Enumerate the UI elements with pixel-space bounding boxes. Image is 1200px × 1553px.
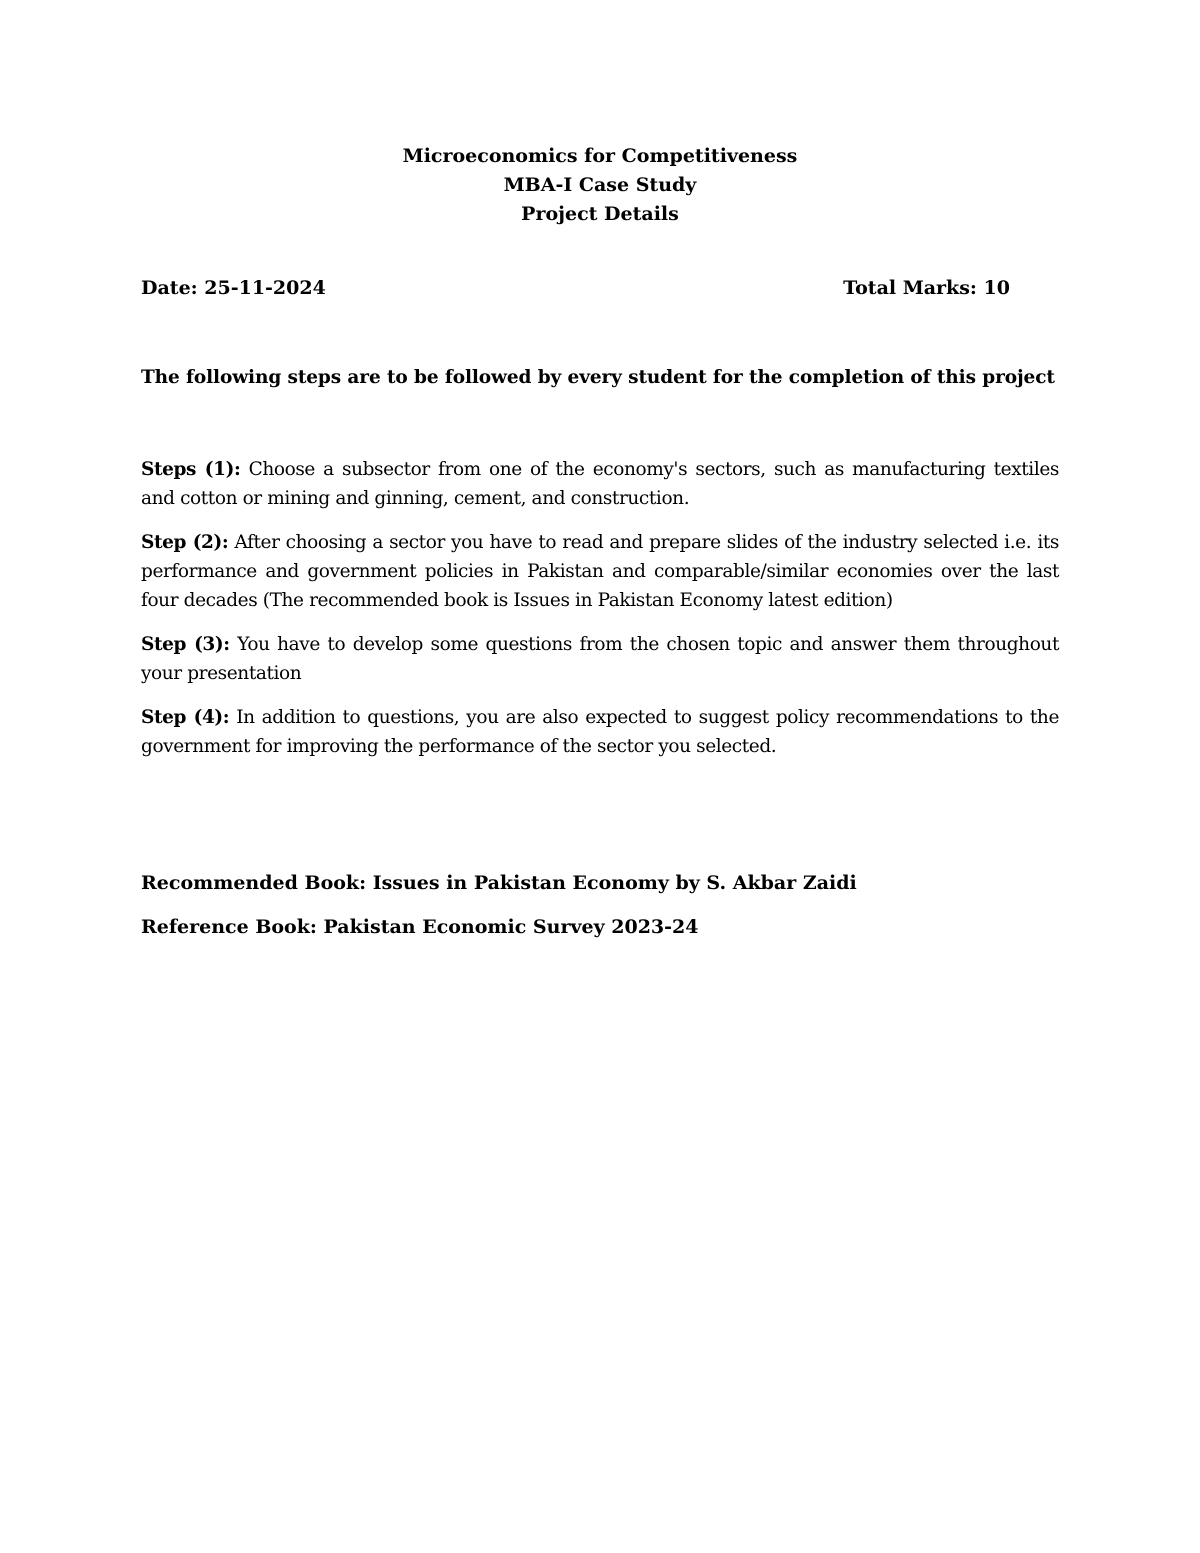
reference-book: Reference Book: Pakistan Economic Survey 2023-24 bbox=[141, 916, 699, 938]
program-title: MBA-I Case Study bbox=[503, 174, 697, 196]
total-marks-label: Total Marks: 10 bbox=[843, 277, 1010, 299]
date-label: Date: 25-11-2024 bbox=[141, 277, 326, 299]
step-label: Steps (1): bbox=[141, 459, 241, 480]
step-item bbox=[141, 455, 1059, 513]
step-item bbox=[141, 630, 1059, 688]
recommended-book: Recommended Book: Issues in Pakistan Economy by S. Akbar Zaidi bbox=[141, 872, 857, 894]
intro-statement: The following steps are to be followed by every student for the completion of this project bbox=[141, 367, 1055, 388]
section-title: Project Details bbox=[521, 203, 679, 225]
step-label: Step (2): bbox=[141, 532, 229, 553]
meta-row bbox=[141, 275, 1010, 301]
step-label: Step (3): bbox=[141, 634, 230, 655]
steps-list bbox=[141, 455, 1059, 776]
step-text: Choose a subsector from one of the economy's sectors, such as manufacturing textiles and cotton or mining and ginning, cement, and construction. bbox=[141, 459, 1059, 509]
step-label: Step (4): bbox=[141, 707, 230, 728]
document-header bbox=[0, 142, 1200, 229]
step-text: In addition to questions, you are also expected to suggest policy recommendations to the government for improving the performance of the sector you selected. bbox=[141, 707, 1059, 757]
book-references bbox=[141, 870, 1059, 958]
step-text: After choosing a sector you have to read and prepare slides of the industry selected i.e. its performance and government policies in Pakistan and comparable/similar economies over the last four decades (The recommended book is Issues in Pakistan Economy latest edition) bbox=[141, 532, 1059, 611]
step-item bbox=[141, 528, 1059, 615]
step-item bbox=[141, 703, 1059, 761]
step-text: You have to develop some questions from the chosen topic and answer them throughout your presentation bbox=[141, 634, 1059, 684]
course-title: Microeconomics for Competitiveness bbox=[402, 145, 798, 167]
